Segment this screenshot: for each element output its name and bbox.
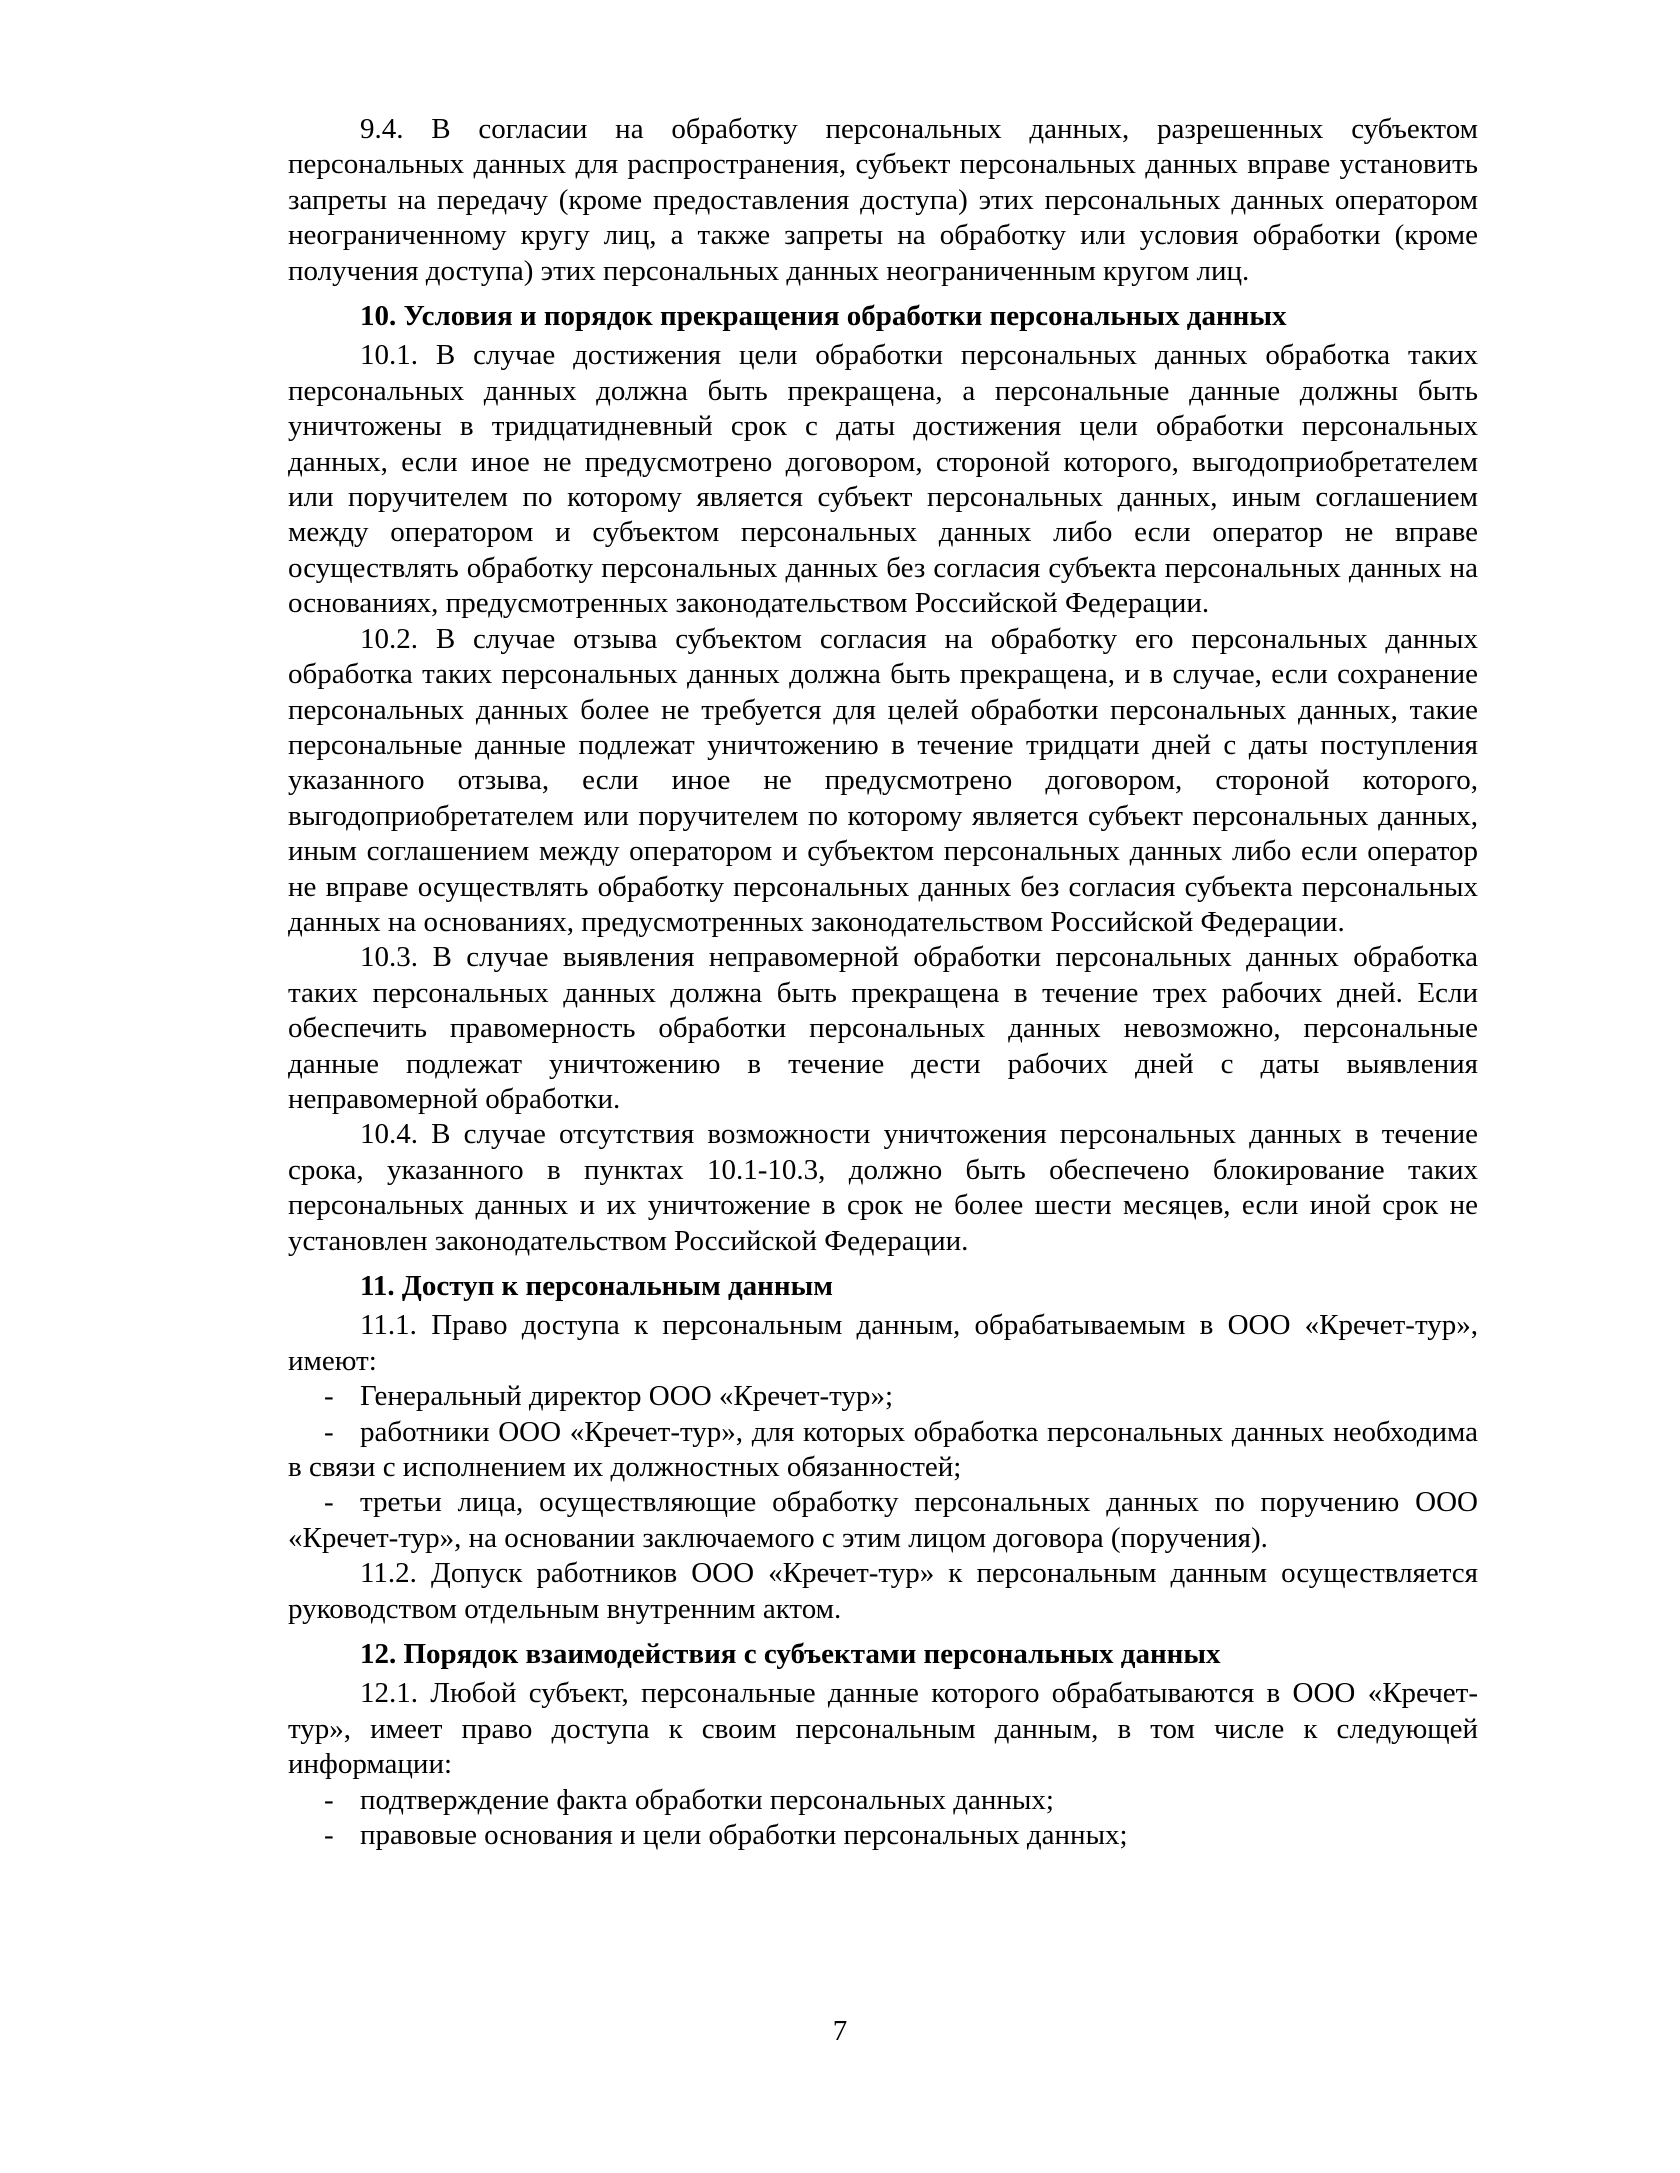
paragraph-10-4: [288, 1117, 1478, 1259]
paragraph-10-3: [288, 940, 1478, 1117]
list-item: [288, 1818, 1478, 1853]
list-dash: -: [324, 1486, 334, 1519]
paragraph-number: 11.1.: [360, 1309, 417, 1342]
paragraph-10-1: [288, 338, 1478, 621]
paragraph-text: Любой субъект, персональные данные которого обрабатываются в ООО «Кречет-тур», имеет право доступа к своим персональным данным, в том числе к следующей информации:: [288, 1677, 1478, 1781]
list-item-text: Генеральный директор ООО «Кречет-тур»;: [360, 1380, 894, 1413]
list-item-text: подтверждение факта обработки персональных данных;: [360, 1783, 1054, 1816]
section-10-heading: 10. Условия и порядок прекращения обработки персональных данных: [360, 300, 1287, 333]
paragraph-11-2: [288, 1556, 1478, 1627]
paragraph-text: В случае выявления неправомерной обработки персональных данных обработка таких персональных данных должна быть прекращена в течение трех рабочих дней. Если обеспечить правомерность обработки персональных данных невозможно, персональные данные подлежат уничтожению в течение дести рабочих дней с даты выявления неправомерной обработки.: [288, 941, 1478, 1115]
paragraph-number: 10.4.: [360, 1118, 418, 1151]
paragraph-11-1: [288, 1308, 1478, 1379]
list-dash: -: [324, 1380, 334, 1413]
list-item: [288, 1485, 1478, 1556]
paragraph-number: 9.4.: [360, 113, 404, 145]
paragraph-number: 10.2.: [360, 622, 418, 655]
paragraph-text: В случае достижения цели обработки персональных данных обработка таких персональных данных должна быть прекращена, а персональные данные должны быть уничтожены в тридцатидневный срок с даты достижения цели обработки персональных данных, если иное не предусмотрено договором, стороной которого, выгодоприобретателем или поручителем по которому является субъект персональных данных, иным соглашением между оператором и субъектом персональных данных либо если оператор не вправе осуществлять обработку персональных данных без согласия субъекта персональных данных на основаниях, предусмотренных законодательством Российской Федерации.: [288, 339, 1479, 620]
list-item: [288, 1415, 1478, 1486]
section-11-heading: 11. Доступ к персональным данным: [360, 1270, 833, 1302]
list-item: [288, 1783, 1478, 1818]
list-dash: -: [324, 1415, 334, 1448]
list-item-text: работники ООО «Кречет-тур», для которых обработка персональных данных необходима в связи с исполнением их должностных обязанностей;: [288, 1415, 1478, 1484]
paragraph-text: В случае отсутствия возможности уничтожения персональных данных в течение срока, указанного в пунктах 10.1-10.3, должно быть обеспечено блокирование таких персональных данных и их уничтожение в срок не более шести месяцев, если иной срок не установлен законодательством Российской Федерации.: [288, 1118, 1479, 1257]
paragraph-9-4: [288, 112, 1478, 289]
paragraph-number: 10.1.: [360, 339, 418, 372]
paragraph-number: 10.3.: [360, 941, 418, 974]
list-item-text: третьи лица, осуществляющие обработку персональных данных по поручению ООО «Кречет-тур», на основании заключаемого с этим лицом договора (поручения).: [288, 1486, 1478, 1554]
paragraph-text: В случае отзыва субъектом согласия на обработку его персональных данных обработка таких персональных данных должна быть прекращена, и в случае, если сохранение персональных данных более не требуется для целей обработки персональных данных, такие персональные данные подлежат уничтожению в течение тридцати дней с даты поступления указанного отзыва, если иное не предусмотрено договором, стороной которого, выгодоприобретателем или поручителем по которому является субъект персональных данных, иным соглашением между оператором и субъектом персональных данных либо если оператор не вправе осуществлять обработку персональных данных без согласия субъекта персональных данных на основаниях, предусмотренных законодательством Российской Федерации.: [288, 622, 1479, 938]
paragraph-text: Допуск работников ООО «Кречет-тур» к персональным данным осуществляется руководством отдельным внутренним актом.: [288, 1557, 1479, 1625]
section-12-heading: 12. Порядок взаимодействия с субъектами персональных данных: [360, 1638, 1221, 1671]
paragraph-text: Право доступа к персональным данным, обрабатываемым в ООО «Кречет-тур», имеют:: [288, 1309, 1479, 1377]
paragraph-number: 12.1.: [360, 1677, 418, 1710]
paragraph-12-1: [288, 1676, 1478, 1782]
list-dash: -: [324, 1783, 334, 1816]
list-item-text: правовые основания и цели обработки персональных данных;: [360, 1819, 1128, 1852]
paragraph-10-2: [288, 622, 1478, 941]
list-dash: -: [324, 1819, 334, 1852]
page-number: 7: [832, 2015, 848, 2047]
paragraph-number: 11.2.: [360, 1557, 417, 1590]
paragraph-text: В согласии на обработку персональных данных, разрешенных субъектом персональных данных для распространения, субъект персональных данных вправе установить запреты на передачу (кроме предоставления доступа) этих персональных данных оператором неограниченному кругу лиц, а также запреты на обработку или условия обработки (кроме получения доступа) этих персональных данных неограниченным кругом лиц.: [288, 113, 1478, 287]
document-page: [288, 112, 1478, 1854]
list-item: [288, 1379, 1478, 1414]
